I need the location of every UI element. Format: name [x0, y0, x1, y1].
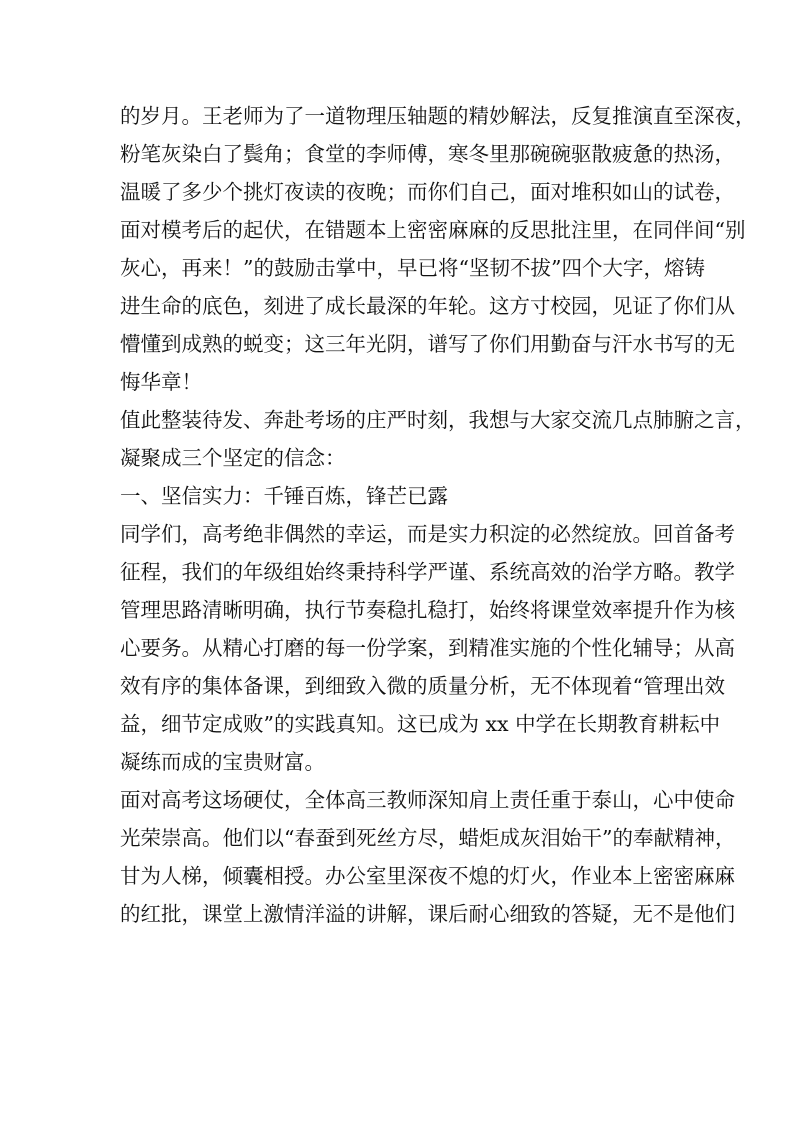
paragraph-line-13: 征程，我们的年级组始终秉持科学严谨、系统高效的治学方略。教学: [120, 560, 735, 584]
paragraph-line-20: 光荣崇高。他们以“春蚕到死丝方尽，蜡炬成灰泪始干”的奉献精神，: [120, 826, 736, 850]
paragraph-line-17: 益，细节定成败”的实践真知。这已成为 xx 中学在长期教育耕耘中: [120, 712, 721, 736]
paragraph-line-16: 效有序的集体备课，到细致入微的质量分析，无不体现着“管理出效: [120, 674, 725, 698]
paragraph-line-6: 进生命的底色，刻进了成长最深的年轮。这方寸校园，见证了你们从: [120, 294, 735, 318]
paragraph-line-15: 心要务。从精心打磨的每一份学案，到精准实施的个性化辅导；从高: [120, 636, 735, 660]
paragraph-line-4: 面对模考后的起伏，在错题本上密密麻麻的反思批注里，在同伴间“别: [120, 218, 746, 242]
paragraph-line-19: 面对高考这场硬仗，全体高三教师深知肩上责任重于泰山，心中使命: [120, 788, 735, 812]
paragraph-line-7: 懵懂到成熟的蜕变；这三年光阴，谱写了你们用勤奋与汗水书写的无: [120, 332, 735, 356]
paragraph-line-10: 凝聚成三个坚定的信念：: [120, 446, 346, 470]
paragraph-line-22: 的红批，课堂上激情洋溢的讲解，课后耐心细致的答疑，无不是他们: [120, 902, 735, 926]
section-heading: 一、坚信实力：千锤百炼，锋芒已露: [120, 484, 448, 508]
paragraph-line-9: 值此整装待发、奔赴考场的庄严时刻，我想与大家交流几点肺腑之言，: [120, 408, 756, 432]
paragraph-line-3: 温暖了多少个挑灯夜读的夜晚；而你们自己，面对堆积如山的试卷，: [120, 180, 735, 204]
paragraph-line-12: 同学们，高考绝非偶然的幸运，而是实力积淀的必然绽放。回首备考: [120, 522, 735, 546]
document-body: [120, 97, 756, 933]
paragraph-line-18: 凝练而成的宝贵财富。: [120, 750, 325, 774]
paragraph-line-8: 悔华章！: [120, 370, 202, 394]
paragraph-line-1: 的岁月。王老师为了一道物理压轴题的精妙解法，反复推演直至深夜，: [120, 104, 756, 128]
paragraph-line-21: 甘为人梯，倾囊相授。办公室里深夜不熄的灯火，作业本上密密麻麻: [120, 864, 735, 888]
paragraph-line-14: 管理思路清晰明确，执行节奏稳扎稳打，始终将课堂效率提升作为核: [120, 598, 735, 622]
paragraph-line-5: 灰心，再来！”的鼓励击掌中，早已将“坚韧不拔”四个大字，熔铸: [120, 256, 705, 280]
paragraph-line-2: 粉笔灰染白了鬓角；食堂的李师傅，寒冬里那碗碗驱散疲惫的热汤，: [120, 142, 735, 166]
